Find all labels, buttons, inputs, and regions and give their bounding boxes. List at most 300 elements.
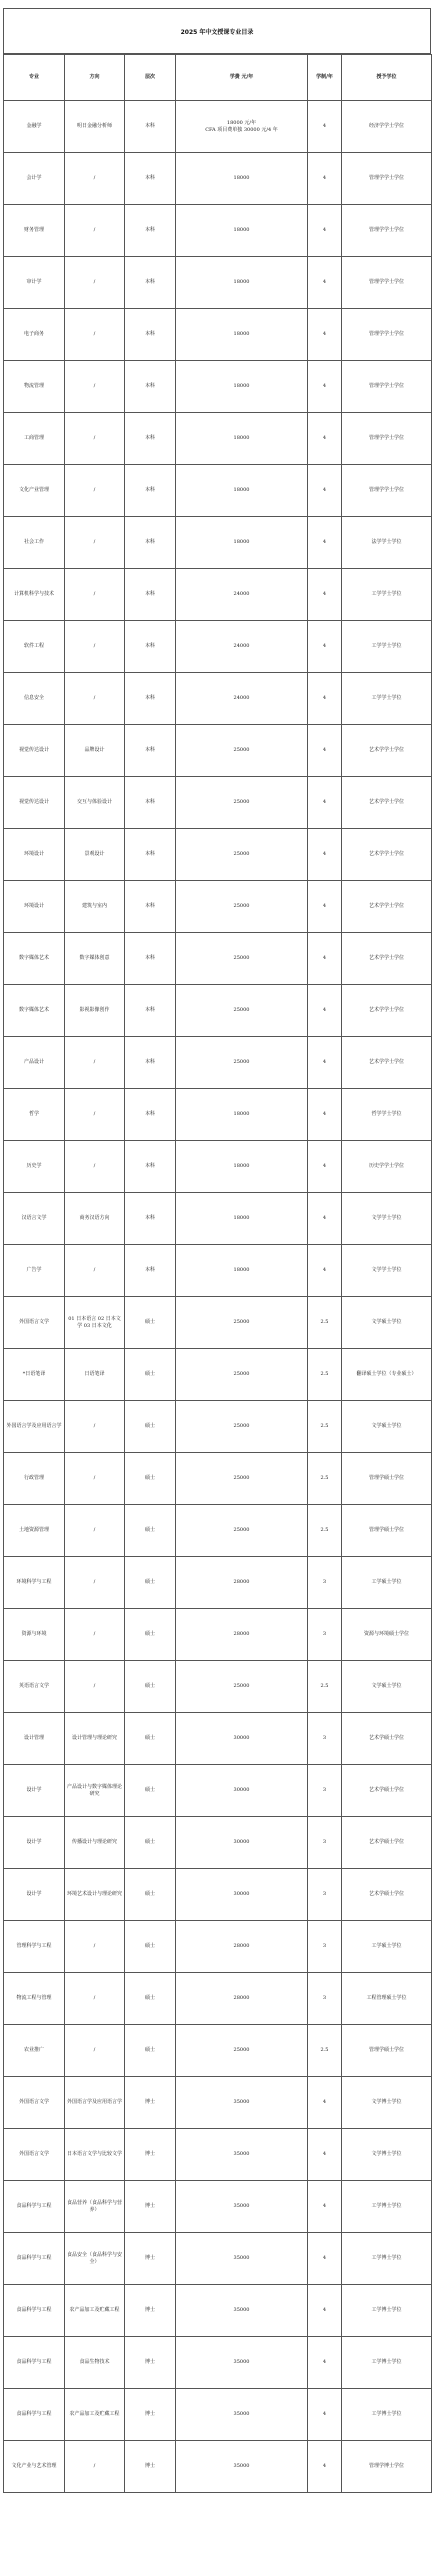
cell-years: 3: [308, 1609, 342, 1661]
table-row: [4, 2233, 432, 2285]
cell-level: 本科: [125, 881, 176, 933]
table-row: [4, 2181, 432, 2233]
cell-major: 文化产业管理: [4, 465, 65, 517]
cell-direction: /: [65, 569, 125, 621]
cell-level: 博士: [125, 2129, 176, 2181]
cell-direction: /: [65, 1505, 125, 1557]
cell-tuition: 30000: [176, 1869, 308, 1921]
table-row: [4, 2129, 432, 2181]
cell-level: 硕士: [125, 1557, 176, 1609]
cell-major: 信息安全: [4, 673, 65, 725]
cell-level: 本科: [125, 1089, 176, 1141]
cell-tuition: 35000: [176, 2181, 308, 2233]
cell-years: 4: [308, 569, 342, 621]
cell-degree: 艺术学硕士学位: [342, 1765, 432, 1817]
cell-major: 物流管理: [4, 361, 65, 413]
cell-degree: 哲学学士学位: [342, 1089, 432, 1141]
cell-degree: 管理学学士学位: [342, 361, 432, 413]
table-row: [4, 1089, 432, 1141]
cell-degree: 工学博士学位: [342, 2389, 432, 2441]
table-row: [4, 2389, 432, 2441]
header-direction: 方向: [65, 55, 125, 101]
cell-years: 4: [308, 673, 342, 725]
cell-degree: 工学学士学位: [342, 621, 432, 673]
cell-direction: 品牌设计: [65, 725, 125, 777]
cell-direction: /: [65, 1037, 125, 1089]
header-degree: 授予学位: [342, 55, 432, 101]
table-row: [4, 569, 432, 621]
cell-degree: 工学学士学位: [342, 673, 432, 725]
cell-direction: /: [65, 2441, 125, 2493]
cell-major: 环境设计: [4, 829, 65, 881]
cell-years: 4: [308, 257, 342, 309]
cell-years: 2.5: [308, 1297, 342, 1349]
table-row: [4, 2441, 432, 2493]
table-row: [4, 1037, 432, 1089]
cell-tuition: 18000: [176, 413, 308, 465]
table-row: [4, 1973, 432, 2025]
cell-degree: 工学博士学位: [342, 2337, 432, 2389]
cell-years: 2.5: [308, 1453, 342, 1505]
table-row: [4, 1349, 432, 1401]
cell-tuition: 18000: [176, 361, 308, 413]
cell-tuition: 35000: [176, 2129, 308, 2181]
cell-direction: /: [65, 1401, 125, 1453]
cell-level: 硕士: [125, 1609, 176, 1661]
cell-tuition: 24000: [176, 673, 308, 725]
cell-tuition: 24000: [176, 621, 308, 673]
cell-level: 博士: [125, 2077, 176, 2129]
cell-years: 3: [308, 1869, 342, 1921]
cell-years: 4: [308, 725, 342, 777]
cell-degree: 文学博士学位: [342, 2077, 432, 2129]
cell-tuition: 25000: [176, 1037, 308, 1089]
cell-degree: 工学硕士学位: [342, 1921, 432, 1973]
cell-direction: /: [65, 153, 125, 205]
cell-direction: 明日金融分析师: [65, 101, 125, 153]
cell-major: 设计学: [4, 1765, 65, 1817]
table-row: [4, 1245, 432, 1297]
cell-degree: 历史学学士学位: [342, 1141, 432, 1193]
cell-degree: 管理学学士学位: [342, 257, 432, 309]
cell-major: 电子商务: [4, 309, 65, 361]
cell-years: 4: [308, 2285, 342, 2337]
cell-direction: /: [65, 1089, 125, 1141]
cell-major: *日语笔译: [4, 1349, 65, 1401]
cell-tuition: 18000: [176, 257, 308, 309]
cell-degree: 管理学学士学位: [342, 413, 432, 465]
cell-years: 4: [308, 309, 342, 361]
cell-major: 数字媒体艺术: [4, 985, 65, 1037]
cell-major: 设计学: [4, 1817, 65, 1869]
table-row: [4, 309, 432, 361]
cell-degree: 艺术学硕士学位: [342, 1713, 432, 1765]
cell-direction: 日语笔译: [65, 1349, 125, 1401]
cell-direction: 商务汉语方向: [65, 1193, 125, 1245]
cell-direction: 01 日本语言 02 日本文学 03 日本文化: [65, 1297, 125, 1349]
cell-tuition: 25000: [176, 1401, 308, 1453]
table-row: [4, 1609, 432, 1661]
cell-level: 硕士: [125, 1453, 176, 1505]
cell-major: 食品科学与工程: [4, 2285, 65, 2337]
cell-degree: 艺术学硕士学位: [342, 1869, 432, 1921]
cell-tuition: 25000: [176, 829, 308, 881]
cell-direction: 数字媒体创意: [65, 933, 125, 985]
cell-direction: /: [65, 1245, 125, 1297]
cell-tuition: 30000: [176, 1713, 308, 1765]
cell-degree: 文学硕士学位: [342, 1401, 432, 1453]
cell-direction: /: [65, 1661, 125, 1713]
cell-tuition: 25000: [176, 1453, 308, 1505]
cell-major: 外国语言学及应用语言学: [4, 1401, 65, 1453]
cell-degree: 资源与环境硕士学位: [342, 1609, 432, 1661]
cell-tuition: 35000: [176, 2441, 308, 2493]
cell-direction: /: [65, 1973, 125, 2025]
cell-tuition: 18000 元/年 CFA 项目费单独 30000 元/4 年: [176, 101, 308, 153]
cell-level: 本科: [125, 1037, 176, 1089]
cell-level: 本科: [125, 829, 176, 881]
cell-years: 4: [308, 777, 342, 829]
cell-years: 4: [308, 101, 342, 153]
cell-level: 本科: [125, 569, 176, 621]
cell-major: 英语语言文学: [4, 1661, 65, 1713]
cell-years: 4: [308, 2233, 342, 2285]
cell-degree: 管理学硕士学位: [342, 1453, 432, 1505]
table-row: [4, 1141, 432, 1193]
cell-direction: 食品安全（食品科学与安全）: [65, 2233, 125, 2285]
cell-years: 3: [308, 1765, 342, 1817]
cell-years: 4: [308, 153, 342, 205]
cell-direction: 传播设计与理论研究: [65, 1817, 125, 1869]
cell-direction: /: [65, 257, 125, 309]
table-row: [4, 205, 432, 257]
table-row: [4, 1765, 432, 1817]
table-row: [4, 725, 432, 777]
cell-years: 4: [308, 881, 342, 933]
cell-direction: /: [65, 621, 125, 673]
cell-level: 硕士: [125, 1765, 176, 1817]
header-major: 专业: [4, 55, 65, 101]
cell-level: 硕士: [125, 1401, 176, 1453]
cell-level: 本科: [125, 413, 176, 465]
table-row: [4, 1453, 432, 1505]
cell-direction: /: [65, 1453, 125, 1505]
cell-degree: 文学学士学位: [342, 1245, 432, 1297]
cell-years: 2.5: [308, 1505, 342, 1557]
cell-degree: 管理学硕士学位: [342, 1505, 432, 1557]
cell-level: 本科: [125, 1141, 176, 1193]
cell-years: 2.5: [308, 1401, 342, 1453]
cell-major: 历史学: [4, 1141, 65, 1193]
cell-direction: /: [65, 1557, 125, 1609]
cell-years: 3: [308, 1557, 342, 1609]
cell-major: 环境科学与工程: [4, 1557, 65, 1609]
cell-degree: 工学博士学位: [342, 2285, 432, 2337]
cell-tuition: 18000: [176, 205, 308, 257]
cell-tuition: 18000: [176, 1089, 308, 1141]
table-row: [4, 517, 432, 569]
cell-degree: 管理学学士学位: [342, 465, 432, 517]
cell-years: 4: [308, 2077, 342, 2129]
cell-direction: /: [65, 517, 125, 569]
cell-major: 资源与环境: [4, 1609, 65, 1661]
cell-major: 工商管理: [4, 413, 65, 465]
cell-tuition: 28000: [176, 1973, 308, 2025]
cell-level: 硕士: [125, 1973, 176, 2025]
cell-major: 财务管理: [4, 205, 65, 257]
cell-level: 本科: [125, 517, 176, 569]
cell-tuition: 25000: [176, 1505, 308, 1557]
cell-tuition: 25000: [176, 1661, 308, 1713]
table-row: [4, 2077, 432, 2129]
cell-direction: /: [65, 309, 125, 361]
cell-major: 会计学: [4, 153, 65, 205]
cell-degree: 工学博士学位: [342, 2233, 432, 2285]
cell-level: 本科: [125, 257, 176, 309]
table-row: [4, 361, 432, 413]
cell-degree: 文学硕士学位: [342, 1297, 432, 1349]
cell-years: 4: [308, 413, 342, 465]
cell-years: 4: [308, 829, 342, 881]
table-row: [4, 1817, 432, 1869]
cell-tuition: 25000: [176, 985, 308, 1037]
cell-major: 外国语言文学: [4, 2077, 65, 2129]
cell-major: 设计学: [4, 1869, 65, 1921]
program-table: [3, 54, 432, 2493]
table-row: [4, 2285, 432, 2337]
cell-degree: 文学学士学位: [342, 1193, 432, 1245]
header-tuition: 学费 元/年: [176, 55, 308, 101]
cell-major: 社会工作: [4, 517, 65, 569]
table-row: [4, 1713, 432, 1765]
table-row: [4, 413, 432, 465]
cell-direction: /: [65, 413, 125, 465]
cell-tuition: 28000: [176, 1609, 308, 1661]
cell-years: 2.5: [308, 1349, 342, 1401]
table-row: [4, 1921, 432, 1973]
cell-tuition: 25000: [176, 1349, 308, 1401]
cell-level: 硕士: [125, 1349, 176, 1401]
cell-years: 4: [308, 517, 342, 569]
cell-level: 本科: [125, 361, 176, 413]
cell-major: 外国语言文学: [4, 2129, 65, 2181]
cell-direction: /: [65, 2025, 125, 2077]
cell-level: 博士: [125, 2441, 176, 2493]
cell-tuition: 18000: [176, 1141, 308, 1193]
cell-direction: /: [65, 361, 125, 413]
cell-tuition: 28000: [176, 1921, 308, 1973]
cell-level: 本科: [125, 985, 176, 1037]
cell-tuition: 25000: [176, 2025, 308, 2077]
cell-level: 硕士: [125, 1921, 176, 1973]
cell-major: 文化产业与艺术管理: [4, 2441, 65, 2493]
cell-tuition: 25000: [176, 933, 308, 985]
program-catalog-sheet: [3, 8, 431, 2493]
cell-degree: 工学博士学位: [342, 2181, 432, 2233]
cell-degree: 管理学学士学位: [342, 205, 432, 257]
cell-degree: 管理学学士学位: [342, 309, 432, 361]
cell-tuition: 25000: [176, 1297, 308, 1349]
cell-years: 4: [308, 2181, 342, 2233]
cell-years: 2.5: [308, 1661, 342, 1713]
cell-degree: 管理学硕士学位: [342, 2025, 432, 2077]
cell-tuition: 18000: [176, 309, 308, 361]
cell-major: 行政管理: [4, 1453, 65, 1505]
cell-major: 物流工程与管理: [4, 1973, 65, 2025]
cell-level: 本科: [125, 777, 176, 829]
cell-degree: 经济学学士学位: [342, 101, 432, 153]
cell-degree: 管理学学士学位: [342, 153, 432, 205]
cell-degree: 工程管理硕士学位: [342, 1973, 432, 2025]
cell-direction: 景观设计: [65, 829, 125, 881]
cell-years: 2.5: [308, 2025, 342, 2077]
cell-major: 计算机科学与技术: [4, 569, 65, 621]
cell-direction: 环境艺术设计与理论研究: [65, 1869, 125, 1921]
cell-degree: 艺术学学士学位: [342, 1037, 432, 1089]
cell-level: 本科: [125, 725, 176, 777]
cell-years: 4: [308, 1245, 342, 1297]
cell-level: 硕士: [125, 2025, 176, 2077]
cell-tuition: 18000: [176, 1245, 308, 1297]
table-row: [4, 829, 432, 881]
header-years: 学制/年: [308, 55, 342, 101]
table-row: [4, 2337, 432, 2389]
cell-years: 4: [308, 933, 342, 985]
cell-degree: 翻译硕士学位（专业硕士）: [342, 1349, 432, 1401]
cell-major: 视觉传达设计: [4, 777, 65, 829]
cell-degree: 艺术学学士学位: [342, 985, 432, 1037]
cell-level: 本科: [125, 309, 176, 361]
cell-tuition: 35000: [176, 2233, 308, 2285]
cell-level: 本科: [125, 205, 176, 257]
cell-tuition: 35000: [176, 2389, 308, 2441]
cell-tuition: 18000: [176, 153, 308, 205]
cell-degree: 文学硕士学位: [342, 1661, 432, 1713]
cell-major: 金融学: [4, 101, 65, 153]
cell-direction: /: [65, 465, 125, 517]
cell-level: 本科: [125, 1193, 176, 1245]
cell-years: 4: [308, 1193, 342, 1245]
cell-years: 4: [308, 2337, 342, 2389]
cell-major: 广告学: [4, 1245, 65, 1297]
cell-level: 博士: [125, 2389, 176, 2441]
table-row: [4, 1401, 432, 1453]
cell-degree: 法学学士学位: [342, 517, 432, 569]
cell-tuition: 30000: [176, 1765, 308, 1817]
table-header-row: [4, 55, 432, 101]
table-row: [4, 621, 432, 673]
cell-major: 外国语言文学: [4, 1297, 65, 1349]
cell-direction: 农产品加工及贮藏工程: [65, 2285, 125, 2337]
cell-major: 数字媒体艺术: [4, 933, 65, 985]
cell-major: 管理科学与工程: [4, 1921, 65, 1973]
cell-level: 本科: [125, 621, 176, 673]
cell-level: 本科: [125, 933, 176, 985]
cell-years: 4: [308, 2441, 342, 2493]
table-row: [4, 2025, 432, 2077]
cell-tuition: 24000: [176, 569, 308, 621]
cell-years: 3: [308, 1973, 342, 2025]
cell-years: 4: [308, 1089, 342, 1141]
cell-direction: /: [65, 673, 125, 725]
cell-degree: 艺术学学士学位: [342, 829, 432, 881]
cell-degree: 工学硕士学位: [342, 1557, 432, 1609]
cell-major: 汉语言文学: [4, 1193, 65, 1245]
cell-level: 本科: [125, 673, 176, 725]
cell-degree: 艺术学学士学位: [342, 725, 432, 777]
cell-direction: 影视影像创作: [65, 985, 125, 1037]
cell-years: 4: [308, 465, 342, 517]
cell-years: 3: [308, 1713, 342, 1765]
cell-level: 硕士: [125, 1661, 176, 1713]
cell-direction: 食品营养（食品科学与营养）: [65, 2181, 125, 2233]
cell-direction: 外国语言学及应用语言学: [65, 2077, 125, 2129]
cell-major: 软件工程: [4, 621, 65, 673]
cell-level: 硕士: [125, 1505, 176, 1557]
cell-direction: 产品设计与数字媒体理论研究: [65, 1765, 125, 1817]
cell-direction: 日本语言文学与比较文学: [65, 2129, 125, 2181]
cell-years: 3: [308, 1921, 342, 1973]
cell-degree: 艺术学学士学位: [342, 881, 432, 933]
cell-level: 硕士: [125, 1713, 176, 1765]
cell-major: 环境设计: [4, 881, 65, 933]
cell-years: 4: [308, 361, 342, 413]
table-row: [4, 985, 432, 1037]
cell-tuition: 30000: [176, 1817, 308, 1869]
cell-major: 土地资源管理: [4, 1505, 65, 1557]
table-row: [4, 933, 432, 985]
cell-direction: 农产品加工及贮藏工程: [65, 2389, 125, 2441]
cell-tuition: 35000: [176, 2285, 308, 2337]
cell-direction: /: [65, 1141, 125, 1193]
table-row: [4, 673, 432, 725]
cell-major: 视觉传达设计: [4, 725, 65, 777]
table-row: [4, 257, 432, 309]
cell-direction: 设计管理与理论研究: [65, 1713, 125, 1765]
table-row: [4, 1661, 432, 1713]
cell-years: 4: [308, 621, 342, 673]
cell-direction: 食品生物技术: [65, 2337, 125, 2389]
cell-degree: 艺术学学士学位: [342, 777, 432, 829]
cell-level: 本科: [125, 153, 176, 205]
cell-tuition: 18000: [176, 465, 308, 517]
cell-major: 农业推广: [4, 2025, 65, 2077]
cell-tuition: 18000: [176, 1193, 308, 1245]
cell-years: 4: [308, 2389, 342, 2441]
cell-years: 4: [308, 205, 342, 257]
cell-degree: 管理学博士学位: [342, 2441, 432, 2493]
table-row: [4, 153, 432, 205]
cell-degree: 艺术学学士学位: [342, 933, 432, 985]
table-row: [4, 1557, 432, 1609]
cell-degree: 艺术学硕士学位: [342, 1817, 432, 1869]
cell-level: 本科: [125, 1245, 176, 1297]
cell-major: 设计管理: [4, 1713, 65, 1765]
cell-major: 食品科学与工程: [4, 2389, 65, 2441]
cell-level: 博士: [125, 2337, 176, 2389]
cell-major: 食品科学与工程: [4, 2181, 65, 2233]
cell-tuition: 25000: [176, 725, 308, 777]
cell-direction: /: [65, 205, 125, 257]
table-row: [4, 465, 432, 517]
cell-degree: 文学博士学位: [342, 2129, 432, 2181]
cell-tuition: 35000: [176, 2337, 308, 2389]
table-body: [4, 101, 432, 2493]
cell-direction: /: [65, 1921, 125, 1973]
cell-level: 本科: [125, 465, 176, 517]
table-row: [4, 1297, 432, 1349]
cell-years: 4: [308, 2129, 342, 2181]
